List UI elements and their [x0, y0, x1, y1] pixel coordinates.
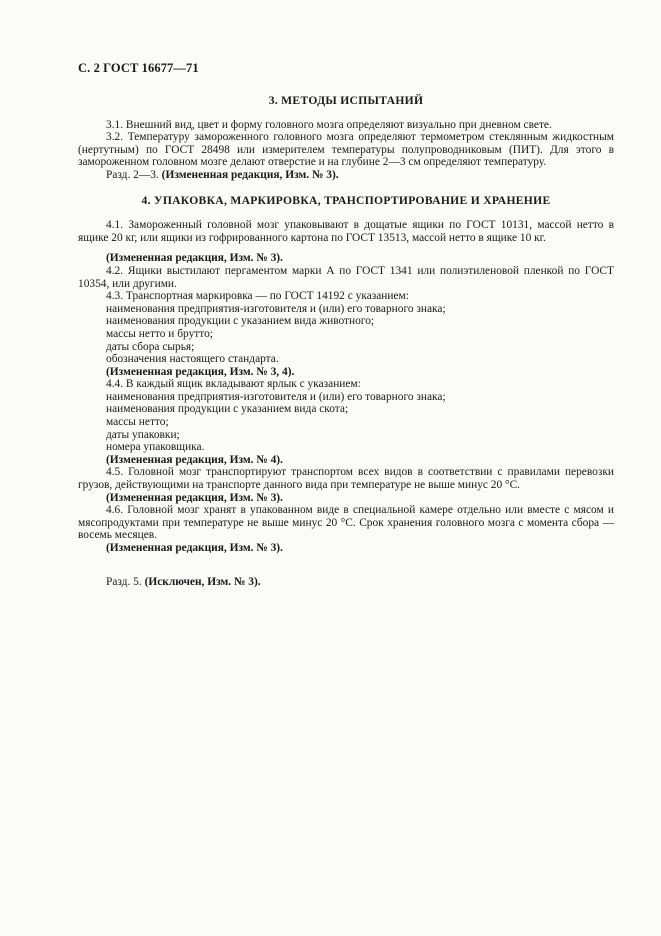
clause-4-3: 4.3. Транспортная маркировка — по ГОСТ 14192 с указанием: — [106, 290, 409, 303]
clause-4-2: 4.2. Ящики выстилают пергаментом марки А по ГОСТ 1341 или полиэтиленовой пленкой по ГОСТ 10354, или другими. — [78, 264, 614, 290]
list-item: даты упаковки; — [106, 428, 180, 441]
clause-4-6: 4.6. Головной мозг хранят в упакованном виде в специальной камере отдельно или вместе с мясом и мясопродуктами при температуре не выше минус 20 °С. Срок хранения головного мозга с момента сбора — восемь месяцев. — [78, 504, 614, 542]
section-5-note — [78, 576, 614, 589]
clause-4-1: 4.1. Замороженный головной мозг упаковывают в дощатые ящики по ГОСТ 10131, массой нетто в ящике 20 кг, или ящики из гофрированного картона по ГОСТ 13513, массой нетто в ящике 10 кг. — [78, 219, 614, 244]
clause-4-4: 4.4. В каждый ящик вкладывают ярлык с указанием: — [106, 378, 361, 391]
section-2-3-note — [78, 169, 614, 182]
clause-3-2: 3.2. Температуру замороженного головного мозга определяют термометром стеклянным жидкостным (нертутным) по ГОСТ 28498 или измерителем температуры полупроводниковым (ПИТ). Для этого в замороженном головном мозге делают отверстие и на глубине 2—3 см определяют температуру. — [78, 131, 614, 169]
section-5-note-label: Разд. 5. — [106, 575, 142, 588]
clause-4-1-revision: (Измененная редакция, Изм. № 3). — [106, 252, 283, 265]
list-item: даты сбора сырья; — [106, 340, 195, 353]
page-header: С. 2 ГОСТ 16677—71 — [78, 61, 199, 75]
list-item: массы нетто; — [106, 416, 169, 429]
list-item: наименования предприятия-изготовителя и (или) его товарного знака; — [106, 390, 446, 403]
section-2-3-note-label: Разд. 2—3. — [106, 168, 159, 181]
section-5-note-status: (Исключен, Изм. № 3). — [144, 575, 261, 588]
list-item: обозначения настоящего стандарта. — [106, 353, 279, 366]
section-4-title: 4. УПАКОВКА, МАРКИРОВКА, ТРАНСПОРТИРОВАНИЕ И ХРАНЕНИЕ — [141, 193, 551, 207]
list-item: наименования предприятия-изготовителя и (или) его товарного знака; — [106, 302, 446, 315]
clause-4-5: 4.5. Головной мозг транспортируют транспортом всех видов в соответствии с правилами перевозки грузов, действующими на транспорте данного вида при температуре не выше минус 20 °С. — [78, 466, 614, 492]
list-item: наименования продукции с указанием вида скота; — [106, 403, 349, 416]
clause-4-6-revision: (Измененная редакция, Изм. № 3). — [106, 542, 283, 554]
list-item: наименования продукции с указанием вида животного; — [106, 315, 375, 328]
clause-4-5-revision: (Измененная редакция, Изм. № 3). — [106, 491, 283, 504]
page-content — [78, 95, 614, 588]
section-3-title: 3. МЕТОДЫ ИСПЫТАНИЙ — [268, 94, 424, 107]
clause-3-1: 3.1. Внешний вид, цвет и форму головного мозга определяют визуально при дневном свете. — [106, 118, 552, 131]
section-2-3-note-revision: (Измененная редакция, Изм. № 3). — [161, 168, 339, 181]
clause-4-3-revision: (Измененная редакция, Изм. № 3, 4). — [106, 365, 295, 378]
clause-4-4-revision: (Измененная редакция, Изм. № 4). — [106, 453, 283, 466]
list-item: номера упаковщика. — [106, 441, 205, 454]
list-item: массы нетто и брутто; — [106, 327, 213, 340]
